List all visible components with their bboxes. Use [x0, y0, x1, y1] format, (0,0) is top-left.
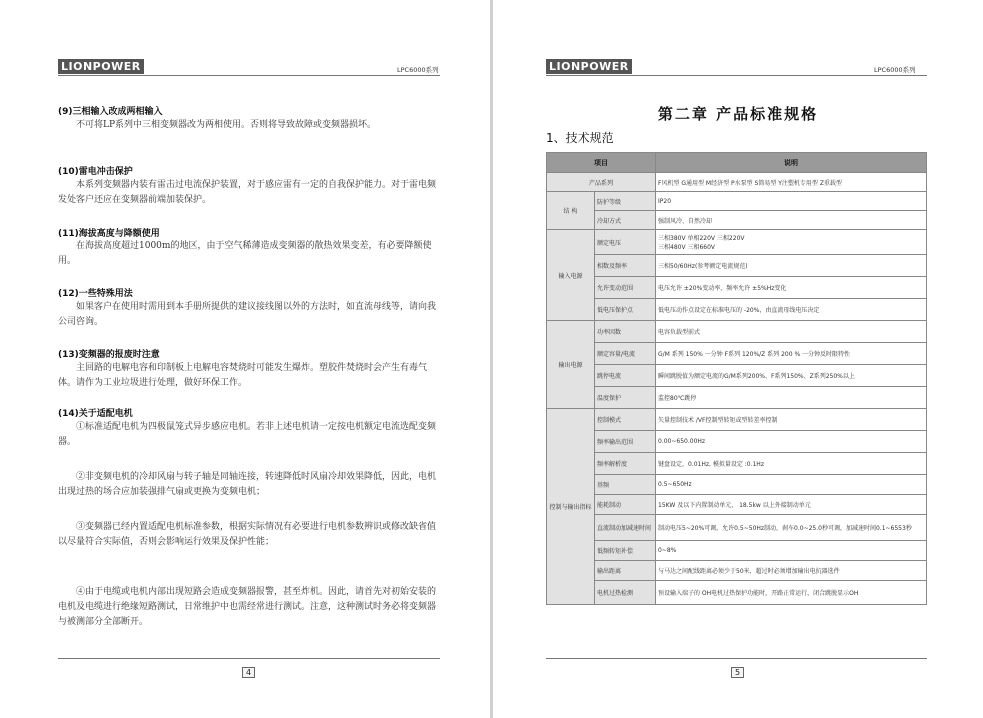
table-row: [547, 475, 927, 495]
table-row: [547, 541, 927, 561]
table-row: [547, 211, 927, 230]
series-label: LPC6000系列: [397, 66, 439, 74]
table-cell-sub: 允许变动范围: [595, 277, 656, 299]
table-row: [547, 277, 927, 299]
table-cell-category: 输入电源: [547, 230, 595, 321]
table-cell-sub: 相数及频率: [595, 255, 656, 277]
table-cell-desc: 电容负载型前式: [656, 321, 927, 343]
table-cell-sub: 跳停电流: [595, 365, 656, 387]
table-cell-sub: 冷却方式: [595, 211, 656, 230]
section-body: 在海拔高度超过1000m的地区，由于空气稀薄造成变频器的散热效果变差，有必要降额使用。: [58, 241, 432, 266]
table-cell-category: 输出电源: [547, 321, 595, 409]
page-number: 5: [731, 667, 744, 678]
table-cell-desc: F风机型 G通用型 M经济型 P水泵型 S简易型 Y注塑机专用型 Z重载型: [656, 173, 927, 192]
table-row: [547, 321, 927, 343]
section-body: ②非变频电机的冷却风扇与转子轴是同轴连接，转速降低时风扇冷却效果降低，因此，电机出现过热的场合应加装强排气扇或更换为变频电机；: [58, 472, 437, 497]
table-cell-desc: 矢量控制技术 /VF控制型转矩或型转差率控制: [656, 409, 927, 431]
table-cell-category: 结 构: [547, 192, 595, 230]
table-row: [547, 343, 927, 365]
table-row: [547, 581, 927, 605]
table-cell-sub: 功率因数: [595, 321, 656, 343]
table-cell-sub: 直流制动加减速时间: [595, 515, 656, 541]
table-cell-desc: 三相380V 单相220V 三相220V 三相480V 三相660V: [656, 230, 927, 255]
table-cell-desc: IP20: [656, 192, 927, 211]
series-label: LPC6000系列: [874, 66, 916, 74]
table-cell-sub: 频率解析度: [595, 453, 656, 475]
table-cell-desc: 与马达之间配线距离必须少于50米，超过时必须增加输出电抗器选件: [656, 561, 927, 581]
page-number: 4: [242, 667, 255, 678]
table-row: [547, 365, 927, 387]
section-title: (9)三相输入改成两相输入: [58, 107, 163, 117]
table-row: [547, 192, 927, 211]
section-body: ④由于电缆或电机内部出现短路会造成变频器报警，甚至炸机。因此，请首先对初始安装的电机及电缆进行绝缘短路测试，日常维护中也需经常进行测试。注意，这种测试时务必将变频器与被测部分全部断开。: [58, 587, 437, 627]
section-title: (12)一些特殊用法: [58, 289, 133, 299]
section-body: 不可将LP系列中三相变频器改为两相使用。否则将导致故障或变频器损坏。: [76, 120, 377, 130]
section-body: ①标准适配电机为四极鼠笼式异步感应电机。若非上述电机请一定按电机额定电流选配变频器。: [58, 422, 437, 447]
table-cell-desc: 制动电压5~20%可调，允许0.5~50Hz制动，刹车0.0~25.0秒可调，加减速时间0.1~6553秒: [656, 515, 927, 541]
table-row: [547, 230, 927, 255]
table-cell-sub: 额定容量/电流: [595, 343, 656, 365]
table-row: [547, 409, 927, 431]
table-cell-desc: G/M 系列 150% 一分钟 F系列 120%/Z 系列 200 % 一分钟反时限特性: [656, 343, 927, 365]
table-cell-sub: 基频: [595, 475, 656, 495]
table-cell-desc: 0~8%: [656, 541, 927, 561]
table-cell-desc: 键盘设定，0.01Hz, 模拟量设定 :0.1Hz: [656, 453, 927, 475]
table-cell-sub: 低频转矩补偿: [595, 541, 656, 561]
table-cell-desc: 0.00~650.00Hz: [656, 431, 927, 453]
table-cell-sub: 防护等级: [595, 192, 656, 211]
section-title: (13)变频器的报废时注意: [58, 350, 160, 360]
footer-rule: [58, 658, 440, 659]
column-header: 说明: [656, 153, 927, 173]
section-body: 如果客户在使用时需用到本手册所提供的建议接线图以外的方法时，如直流母线等，请向我公司咨询。: [58, 302, 437, 327]
table-cell-desc: 监控80℃跳停: [656, 387, 927, 409]
table-cell-sub: 电机过热检测: [595, 581, 656, 605]
table-cell-desc: 强制风冷、自然冷却: [656, 211, 927, 230]
table-row: [547, 173, 927, 192]
table-cell-category: 产品系列: [547, 173, 656, 192]
table-row: [547, 255, 927, 277]
brand-logo: LIONPOWER: [546, 59, 632, 74]
table-cell-sub: 能耗制动: [595, 495, 656, 515]
spec-table: [546, 152, 927, 605]
section-body: 主回路的电解电容和印制板上电解电容焚烧时可能发生爆炸。塑胶件焚烧时会产生有毒气体。请作为工业垃圾进行处理，做好环保工作。: [58, 363, 428, 388]
table-cell-desc: 预设输入端子的 OH电机过热保护功能时，开路正常运行，闭合跳脱显示OH: [656, 581, 927, 605]
section-title: (11)海拔高度与降额使用: [58, 229, 160, 239]
table-cell-category: 控制与输出指标: [547, 409, 595, 605]
chapter-title: 第二章 产品标准规格: [657, 105, 819, 123]
right-page: [493, 0, 983, 718]
table-cell-sub: 控制模式: [595, 409, 656, 431]
section-title: (10)雷电冲击保护: [58, 167, 133, 177]
table-row: [547, 495, 927, 515]
section-body: 本系列变频器内装有雷击过电流保护装置，对于感应雷有一定的自我保护能力。对于雷电频发处客户还应在变频器前端加装保护。: [58, 180, 437, 205]
header-rule: [58, 75, 440, 76]
table-row: [547, 387, 927, 409]
section-subheading: 1、技术规范: [546, 131, 614, 145]
header-rule: [546, 75, 927, 76]
table-row: [547, 561, 927, 581]
section-title: (14)关于适配电机: [58, 409, 133, 419]
table-cell-sub: 频率输出范围: [595, 431, 656, 453]
section-body: ③变频器已经内置适配电机标准参数，根据实际情况有必要进行电机参数辨识或修改缺省值以尽量符合实际值，否则会影响运行效果及保护性能；: [58, 522, 437, 547]
table-cell-desc: 低电压动作点设定在标准电压的 -20%，由直流母线电压决定: [656, 299, 927, 321]
table-cell-desc: 电压允许 ±20%变动率，频率允许 ±5%Hz变化: [656, 277, 927, 299]
brand-logo: LIONPOWER: [58, 59, 144, 74]
table-cell-desc: 瞬间跳脱值为额定电流的G/M系列200%、F系列150%、Z系列250%以上: [656, 365, 927, 387]
table-cell-sub: 低电压保护点: [595, 299, 656, 321]
table-header-row: [547, 153, 927, 173]
table-cell-sub: 温度保护: [595, 387, 656, 409]
column-header: 项目: [547, 153, 656, 173]
table-row: [547, 453, 927, 475]
footer-rule: [546, 658, 927, 659]
table-cell-desc: 三相50/60Hz(参考额定电流规范): [656, 255, 927, 277]
table-cell-sub: 输出距离: [595, 561, 656, 581]
table-cell-sub: 额定电压: [595, 230, 656, 255]
table-cell-desc: 15KW 及以下内置制动单元， 18.5kw 以上外接制动单元: [656, 495, 927, 515]
table-row: [547, 515, 927, 541]
table-row: [547, 431, 927, 453]
left-page: [0, 0, 490, 718]
table-cell-desc: 0.5~650Hz: [656, 475, 927, 495]
table-row: [547, 299, 927, 321]
